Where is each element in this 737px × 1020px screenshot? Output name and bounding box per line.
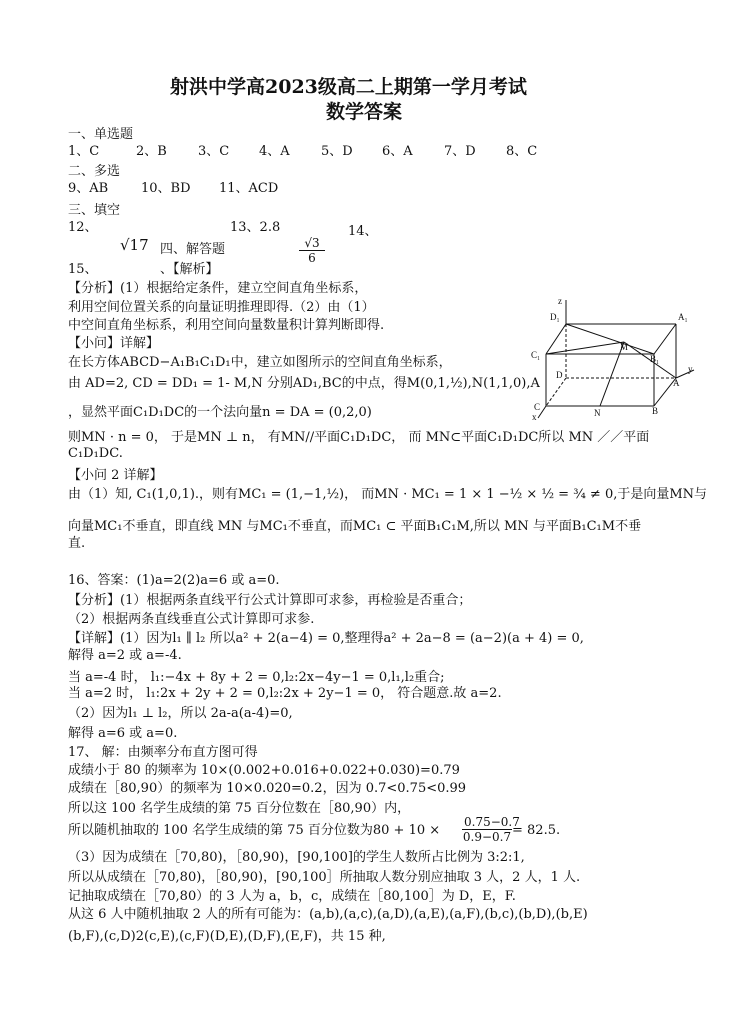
answer-13: 13、2.8: [230, 220, 281, 235]
q16-answer: 16、答案：(1)a=2(2)a=6 或 a=0.: [68, 573, 280, 588]
q15-part2-heading: 【小问 2 详解】: [68, 468, 163, 483]
q17-line-4: 所以这 100 名学生成绩的第 75 百分位数在［80,90）内，: [68, 801, 411, 816]
q16-detail-4: 当 a=2 时， l₁:2x + 2y + 2 = 0,l₂:2x + 2y−1 = 0， 符合题意.故 a=2.: [68, 686, 502, 701]
answer-14-label: 14、: [348, 224, 378, 239]
q15-part1-line1: 在长方体ABCD−A₁B₁C₁D₁中，建立如图所示的空间直角坐标系，: [68, 355, 452, 370]
q15-part1-heading: 【小问】详解】: [68, 336, 160, 351]
page-title: 射洪中学高2023级高二上期第一学月考试: [170, 76, 527, 98]
q17-line-6: （3）因为成绩在［70,80)，［80,90)，[90,100]的学生人数所占比例为 3:2:1,: [68, 850, 525, 865]
figure-label-B: B: [652, 406, 659, 416]
q16-detail-5: （2）因为l₁ ⊥ l₂，所以 2a-a(a-4)=0,: [68, 706, 293, 721]
answer-1: 1、C: [68, 144, 100, 159]
q17-line-10: (b,F),(c,D)2(c,E),(c,F)(D,E),(D,F),(E,F)，共 15 种,: [68, 929, 386, 944]
section-4-heading: 四、解答题: [160, 242, 226, 257]
q17-line-7: 所以从成绩在［70,80)，［80,90)，[90,100］所抽取人数分别应抽取 3 人，2 人，1 人.: [68, 870, 581, 885]
q16-detail-3: 当 a=-4 时， l₁:−4x + 8y + 2 = 0,l₂:2x−4y−1 = 0,l₁,l₂重合;: [68, 670, 445, 685]
q17-line-2: 成绩小于 80 的频率为 10×(0.002+0.016+0.022+0.030)=0.79: [68, 763, 460, 778]
answer-12-label: 12、: [68, 220, 98, 235]
figure-label-N: N: [594, 408, 601, 418]
answer-5: 5、D: [321, 144, 353, 159]
answer-8: 8、C: [506, 144, 538, 159]
q17-fraction-numerator: 0.75−0.7: [464, 815, 520, 829]
answer-7: 7、D: [444, 144, 476, 159]
q17-line-3: 成绩在［80,90）的频率为 10×0.020=0.2，因为 0.7<0.75<0.99: [68, 781, 467, 796]
q15-part2-line2: 向量MC₁不垂直，即直线 MN 与MC₁不垂直，而MC₁ ⊂ 平面B₁C₁M,所以 MN 与平面B₁C₁M不垂: [68, 519, 642, 534]
q17-line-9: 从这 6 人中随机抽取 2 人的所有可能为：(a,b),(a,c),(a,D),(a,E),(a,F),(b,c),(b,D),(b,E): [68, 907, 588, 922]
q15-part1-line4: 则MN · n = 0， 于是MN ⊥ n， 有MN//平面C₁D₁DC， 而 MN⊂平面C₁D₁DC所以 MN ／／平面: [68, 430, 650, 445]
q17-line-5: 所以随机抽取的 100 名学生成绩的第 75 百分位数为80 + 10 ×: [68, 823, 441, 838]
q15-analysis-2: 利用空间位置关系的向量证明推理即得.（2）由（1）: [68, 300, 375, 315]
figure-label-B1: B₁: [650, 354, 660, 364]
q15-jiexi: 、【解析】: [160, 262, 219, 277]
q15-part1-line5: C₁D₁DC.: [68, 446, 123, 461]
figure-label-A1: A₁: [678, 312, 688, 322]
q16-detail-1: 【详解】(1）因为l₁ ∥ l₂ 所以a² + 2(a−4) = 0,整理得a² + 2a−8 = (a−2)(a + 4) = 0,: [68, 631, 584, 646]
q15-number: 15、: [68, 262, 98, 277]
q16-analysis-2: （2）根据两条直线垂直公式计算即可求参.: [68, 612, 315, 627]
page-subtitle: 数学答案: [326, 101, 403, 123]
q17-line-5-result: = 82.5.: [512, 823, 561, 838]
q15-part2-line3: 直.: [68, 536, 86, 551]
answer-3: 3、C: [198, 144, 230, 159]
answer-14-denominator: 6: [308, 251, 316, 265]
section-1-heading: 一、单选题: [68, 127, 134, 142]
cuboid-figure: [528, 298, 700, 422]
q15-part2-line1: 由（1）知, C₁(1,0,1).，则有MC₁ = (1,−1,½)， 而MN · MC₁ = 1 × 1 −½ × ½ = ¾ ≠ 0,于是向量MN与: [68, 487, 708, 502]
q16-detail-6: 解得 a=6 或 a=0.: [68, 726, 178, 741]
answer-11: 11、ACD: [219, 181, 279, 196]
answer-9: 9、AB: [68, 181, 109, 196]
q17-fraction-denominator: 0.9−0.7: [462, 830, 512, 844]
answer-14-value: [299, 236, 325, 265]
figure-label-D: D: [556, 370, 563, 380]
section-3-heading: 三、填空: [68, 203, 121, 218]
answer-2: 2、B: [136, 144, 167, 159]
q15-part1-line2: 由 AD=2, CD = DD₁ = 1- M,N 分别AD₁,BC的中点，得M(0,1,½),N(1,1,0),A: [68, 376, 540, 391]
section-2-heading: 二、多选: [68, 164, 121, 179]
figure-label-C: C: [534, 402, 541, 412]
q15-part1-line3: ，显然平面C₁D₁DC的一个法向量n = DA = (0,2,0): [68, 405, 372, 420]
q16-analysis-1: 【分析】(1）根据两条直线平行公式计算即可求参，再检验是否重合；: [68, 593, 472, 608]
figure-label-A: A: [673, 378, 680, 388]
figure-label-C1: C₁: [531, 350, 541, 360]
q16-detail-2: 解得 a=2 或 a=-4.: [68, 648, 182, 663]
answer-12-value: √17: [120, 236, 149, 254]
figure-label-D1: D₁: [550, 312, 560, 322]
answer-6: 6、A: [382, 144, 413, 159]
answer-10: 10、BD: [141, 181, 191, 196]
q17-line-1: 17、 解：由频率分布直方图可得: [68, 745, 258, 760]
figure-label-y: y: [688, 364, 693, 374]
figure-label-x: x: [532, 412, 537, 422]
answer-4: 4、A: [259, 144, 290, 159]
q15-analysis-1: 【分析】(1）根据给定条件，建立空间直角坐标系，: [68, 281, 368, 296]
q17-fraction: [462, 815, 520, 844]
figure-label-M: M: [620, 342, 629, 352]
q17-line-8: 记抽取成绩在［70,80）的 3 人为 a，b，c，成绩在［80,100］为 D，E，F.: [68, 889, 516, 904]
answer-14-numerator: √3: [299, 236, 325, 251]
q15-analysis-3: 中空间直角坐标系，利用空间向量数量积计算判断即得.: [68, 318, 385, 333]
figure-label-z: z: [558, 298, 562, 306]
